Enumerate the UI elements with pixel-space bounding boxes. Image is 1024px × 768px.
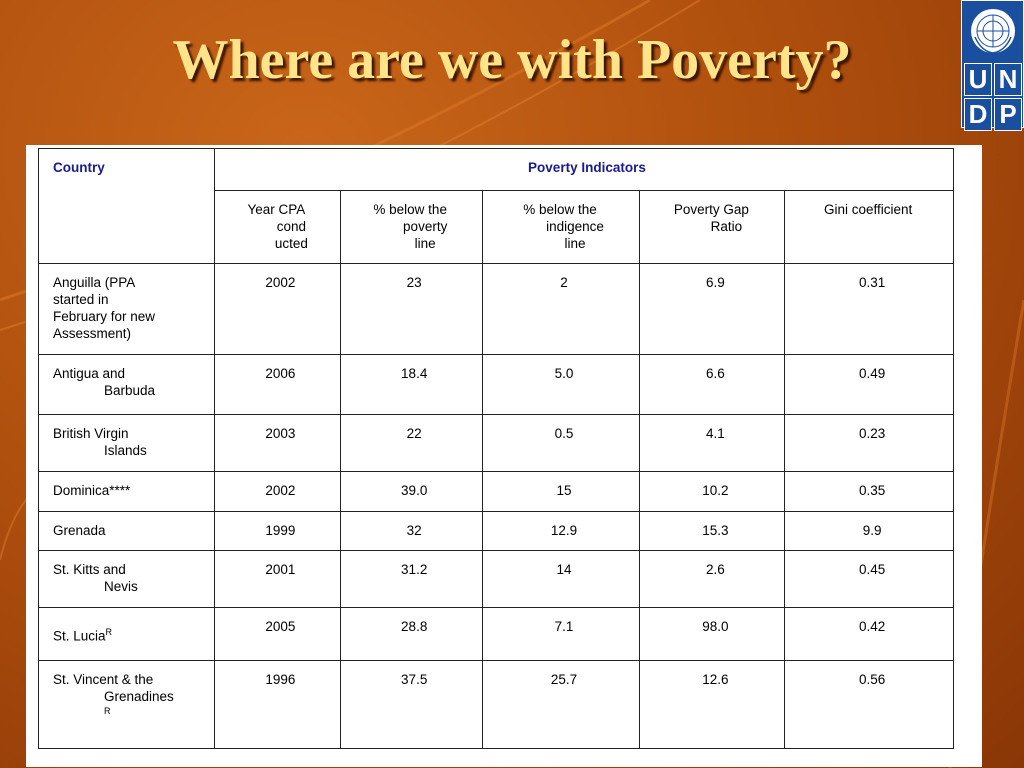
country-name-line: Nevis [104, 579, 138, 594]
column-header [482, 191, 640, 264]
country-name-line: February for new [53, 309, 156, 324]
column-header [340, 191, 482, 264]
value-cell: 2 [482, 264, 640, 355]
country-name-line: Barbuda [104, 383, 156, 398]
country-header: Country [39, 149, 215, 264]
value-cell: 2002 [214, 264, 340, 355]
value-cell: 15 [482, 472, 640, 512]
table-row [39, 512, 954, 551]
value-cell: 9.9 [785, 512, 954, 551]
country-name-line: started in [53, 292, 109, 307]
value-cell: 1999 [214, 512, 340, 551]
logo-letter: P [994, 98, 1022, 131]
column-header-line: indigence [546, 219, 604, 234]
logo-letter: D [964, 98, 992, 131]
country-name-line: British Virgin [53, 426, 129, 441]
value-cell: 2006 [214, 355, 340, 415]
value-cell: 22 [340, 415, 482, 472]
column-header-line: cond [276, 219, 306, 234]
value-cell: 5.0 [482, 355, 640, 415]
country-name-line: Grenadines [104, 689, 174, 704]
column-header [640, 191, 785, 264]
country-name-line: Anguilla (PPA [53, 275, 136, 290]
country-name-line: Islands [104, 443, 147, 458]
value-cell: 25.7 [482, 661, 640, 749]
country-cell [39, 264, 215, 355]
un-globe-icon [969, 7, 1017, 55]
country-name-line: Antigua and [53, 366, 126, 381]
table-body [39, 264, 954, 749]
value-cell: 12.9 [482, 512, 640, 551]
country-superscript: R [104, 706, 111, 716]
country-cell [39, 551, 215, 608]
column-header [214, 191, 340, 264]
table-panel [26, 145, 982, 767]
value-cell: 28.8 [340, 608, 482, 661]
country-cell [39, 661, 215, 749]
value-cell: 2001 [214, 551, 340, 608]
value-cell: 0.23 [785, 415, 954, 472]
column-header-line: Gini coefficient [823, 202, 913, 217]
value-cell: 12.6 [640, 661, 785, 749]
column-header-line: line [564, 236, 586, 251]
value-cell: 15.3 [640, 512, 785, 551]
country-cell [39, 608, 215, 661]
table-row [39, 661, 954, 749]
value-cell: 32 [340, 512, 482, 551]
column-header-line: poverty [403, 219, 448, 234]
value-cell: 0.5 [482, 415, 640, 472]
logo-letter: N [994, 63, 1022, 96]
poverty-table [38, 148, 954, 749]
country-cell [39, 415, 215, 472]
value-cell: 6.6 [640, 355, 785, 415]
country-name-line: St. Vincent & the [53, 672, 154, 687]
country-cell [39, 512, 215, 551]
table-row [39, 264, 954, 355]
country-cell [39, 355, 215, 415]
table-row [39, 608, 954, 661]
logo-letter: U [964, 63, 992, 96]
table-row [39, 551, 954, 608]
column-header-line: Poverty Gap [673, 202, 749, 217]
value-cell: 14 [482, 551, 640, 608]
column-header-line: Ratio [710, 219, 743, 234]
column-header-line: % below the [523, 202, 597, 217]
country-name-line: Assessment) [53, 326, 132, 341]
country-cell [39, 472, 215, 512]
undp-letters [964, 63, 1022, 129]
table-row [39, 472, 954, 512]
table-row [39, 355, 954, 415]
poverty-indicators-header: Poverty Indicators [214, 149, 953, 191]
value-cell: 1996 [214, 661, 340, 749]
value-cell: 2002 [214, 472, 340, 512]
column-header [785, 191, 954, 264]
value-cell: 0.56 [785, 661, 954, 749]
value-cell: 10.2 [640, 472, 785, 512]
undp-logo [961, 0, 1024, 128]
value-cell: 39.0 [340, 472, 482, 512]
value-cell: 0.42 [785, 608, 954, 661]
value-cell: 0.35 [785, 472, 954, 512]
page-title: Where are we with Poverty? [172, 29, 852, 91]
value-cell: 23 [340, 264, 482, 355]
value-cell: 4.1 [640, 415, 785, 472]
value-cell: 2003 [214, 415, 340, 472]
value-cell: 6.9 [640, 264, 785, 355]
value-cell: 37.5 [340, 661, 482, 749]
value-cell: 0.31 [785, 264, 954, 355]
country-name-line: Dominica**** [53, 483, 131, 498]
value-cell: 98.0 [640, 608, 785, 661]
value-cell: 0.45 [785, 551, 954, 608]
value-cell: 7.1 [482, 608, 640, 661]
country-name-line: St. Kitts and [53, 562, 126, 577]
value-cell: 2005 [214, 608, 340, 661]
column-header-line: Year CPA [247, 202, 306, 217]
column-header-line: line [414, 236, 436, 251]
value-cell: 18.4 [340, 355, 482, 415]
value-cell: 0.49 [785, 355, 954, 415]
country-superscript: R [105, 627, 113, 637]
table-row [39, 415, 954, 472]
value-cell: 31.2 [340, 551, 482, 608]
column-header-line: % below the [373, 202, 447, 217]
column-header-line: ucted [274, 236, 308, 251]
country-name-line: Grenada [53, 523, 106, 538]
country-name-line: St. Lucia [53, 628, 106, 644]
value-cell: 2.6 [640, 551, 785, 608]
